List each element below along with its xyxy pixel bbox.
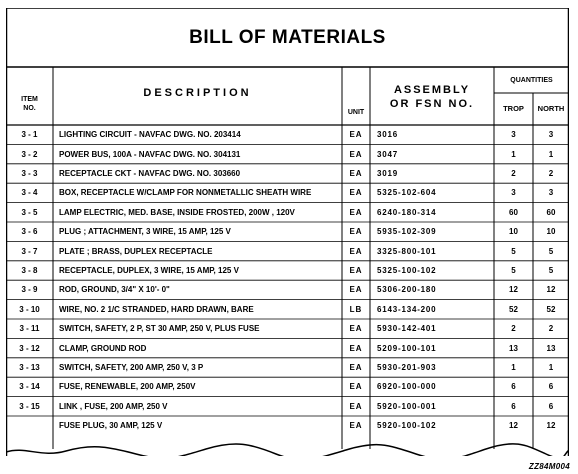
unit-cell: EA bbox=[349, 168, 363, 178]
fsn-cell: 5325-102-604 bbox=[377, 188, 437, 198]
north-qty-cell: 6 bbox=[548, 401, 554, 411]
north-qty-cell: 2 bbox=[548, 168, 554, 178]
trop-qty-cell: 12 bbox=[509, 421, 518, 431]
fsn-cell: 3019 bbox=[377, 168, 398, 178]
description-cell: ROD, GROUND, 3/4" X 10'- 0" bbox=[59, 285, 170, 295]
unit-cell: EA bbox=[349, 343, 363, 353]
description-cell: SWITCH, SAFETY, 200 AMP, 250 V, 3 P bbox=[59, 362, 204, 372]
description-cell: FUSE, RENEWABLE, 200 AMP, 250V bbox=[59, 382, 196, 392]
north-qty-cell: 13 bbox=[546, 343, 556, 353]
north-qty-cell: 1 bbox=[548, 149, 554, 159]
item-no-cell: 3 - 7 bbox=[21, 246, 38, 256]
fsn-cell: 5306-200-180 bbox=[377, 285, 437, 295]
item-no-cell: 3 - 1 bbox=[21, 130, 38, 140]
assembly-header-line2: OR FSN NO. bbox=[389, 98, 475, 110]
unit-header: UNIT bbox=[347, 108, 365, 116]
description-header: DESCRIPTION bbox=[143, 87, 252, 99]
trop-qty-cell: 5 bbox=[511, 246, 516, 256]
item-no-header bbox=[6, 90, 53, 118]
unit-cell: EA bbox=[349, 285, 363, 295]
description-cell: FUSE PLUG, 30 AMP, 125 V bbox=[59, 421, 163, 431]
fsn-cell: 6920-100-000 bbox=[377, 382, 437, 392]
trop-header: TROP bbox=[503, 103, 524, 113]
fsn-cell: 5920-100-102 bbox=[377, 421, 437, 431]
item-no-cell: 3 - 2 bbox=[21, 149, 38, 159]
unit-cell: EA bbox=[349, 265, 363, 275]
description-cell: PLUG ; ATTACHMENT, 3 WIRE, 15 AMP, 125 V bbox=[59, 227, 231, 237]
unit-cell: EA bbox=[349, 362, 363, 372]
north-qty-cell: 60 bbox=[546, 207, 556, 217]
unit-cell: EA bbox=[349, 207, 363, 217]
description-cell: LIGHTING CIRCUIT - NAVFAC DWG. NO. 203414 bbox=[59, 130, 241, 140]
trop-qty-cell: 1 bbox=[511, 362, 516, 372]
table-title: BILL OF MATERIALS bbox=[189, 26, 386, 48]
assembly-fsn-header bbox=[370, 80, 494, 114]
item-no-cell: 3 - 8 bbox=[21, 265, 38, 275]
item-no-cell: 3 - 12 bbox=[19, 343, 40, 353]
item-no-cell: 3 - 13 bbox=[19, 362, 40, 372]
item-no-cell: 3 - 10 bbox=[19, 304, 40, 314]
item-no-cell: 3 - 6 bbox=[21, 227, 38, 237]
assembly-header-line1: ASSEMBLY bbox=[393, 84, 471, 96]
fsn-cell: 5930-142-401 bbox=[377, 324, 437, 334]
fsn-cell: 3325-800-101 bbox=[377, 246, 437, 256]
item-no-cell: 3 - 11 bbox=[19, 324, 40, 334]
trop-qty-cell: 1 bbox=[511, 149, 516, 159]
description-cell: WIRE, NO. 2 1/C STRANDED, HARD DRAWN, BARE bbox=[59, 304, 254, 314]
description-cell: LINK , FUSE, 200 AMP, 250 V bbox=[59, 401, 168, 411]
item-no-cell: 3 - 4 bbox=[21, 188, 38, 198]
north-qty-cell: 6 bbox=[548, 382, 554, 392]
unit-cell: EA bbox=[349, 382, 363, 392]
unit-cell: EA bbox=[349, 227, 363, 237]
north-qty-cell: 52 bbox=[546, 304, 556, 314]
item-no-header-line1: ITEM bbox=[21, 96, 38, 103]
description-cell: CLAMP, GROUND ROD bbox=[59, 343, 147, 353]
fsn-cell: 3016 bbox=[377, 130, 398, 140]
north-qty-cell: 12 bbox=[546, 285, 556, 295]
trop-qty-cell: 6 bbox=[511, 382, 516, 392]
trop-qty-cell: 60 bbox=[509, 207, 518, 217]
unit-cell: EA bbox=[349, 421, 363, 431]
trop-qty-cell: 5 bbox=[511, 265, 516, 275]
north-qty-cell: 1 bbox=[548, 362, 554, 372]
item-no-cell: 3 - 9 bbox=[21, 285, 38, 295]
fsn-cell: 3047 bbox=[377, 149, 398, 159]
description-cell: PLATE ; BRASS, DUPLEX RECEPTACLE bbox=[59, 246, 213, 256]
unit-cell: EA bbox=[349, 188, 363, 198]
fsn-cell: 5209-100-101 bbox=[377, 343, 437, 353]
trop-qty-cell: 10 bbox=[509, 227, 518, 237]
trop-qty-cell: 52 bbox=[509, 304, 518, 314]
description-cell: SWITCH, SAFETY, 2 P, ST 30 AMP, 250 V, PLUS FUSE bbox=[59, 324, 260, 334]
unit-cell: EA bbox=[349, 401, 363, 411]
description-cell: POWER BUS, 100A - NAVFAC DWG. NO. 304131 bbox=[59, 149, 241, 159]
north-qty-cell: 5 bbox=[548, 265, 554, 275]
description-cell: BOX, RECEPTACLE W/CLAMP FOR NONMETALLIC SHEATH WIRE bbox=[59, 188, 312, 198]
bill-of-materials-table bbox=[6, 8, 569, 456]
figure-code: ZZ84M004 bbox=[528, 462, 570, 471]
item-no-cell: 3 - 3 bbox=[21, 168, 38, 178]
item-no-cell: 3 - 5 bbox=[21, 207, 38, 217]
description-cell: LAMP ELECTRIC, MED. BASE, INSIDE FROSTED, 200W , 120V bbox=[59, 207, 295, 217]
unit-cell: LB bbox=[349, 304, 363, 314]
north-qty-cell: 12 bbox=[546, 421, 556, 431]
north-qty-cell: 3 bbox=[548, 130, 554, 140]
unit-cell: EA bbox=[349, 149, 363, 159]
north-qty-cell: 10 bbox=[546, 227, 556, 237]
description-cell: RECEPTACLE CKT - NAVFAC DWG. NO. 303660 bbox=[59, 168, 241, 178]
fsn-cell: 5325-100-102 bbox=[377, 265, 437, 275]
unit-cell: EA bbox=[349, 324, 363, 334]
trop-qty-cell: 3 bbox=[511, 130, 516, 140]
item-no-header-line2: NO. bbox=[23, 105, 36, 112]
trop-qty-cell: 2 bbox=[511, 324, 516, 334]
description-cell: RECEPTACLE, DUPLEX, 3 WIRE, 15 AMP, 125 V bbox=[59, 265, 239, 275]
unit-cell: EA bbox=[349, 246, 363, 256]
trop-qty-cell: 3 bbox=[511, 188, 516, 198]
trop-qty-cell: 13 bbox=[509, 343, 518, 353]
north-qty-cell: 2 bbox=[548, 324, 554, 334]
north-header: NORTH bbox=[537, 103, 565, 113]
trop-qty-cell: 2 bbox=[511, 168, 516, 178]
fsn-cell: 5930-201-903 bbox=[377, 362, 437, 372]
item-no-cell: 3 - 14 bbox=[19, 382, 40, 392]
trop-qty-cell: 12 bbox=[509, 285, 518, 295]
north-qty-cell: 3 bbox=[548, 188, 554, 198]
fsn-cell: 6240-180-314 bbox=[377, 207, 437, 217]
item-no-cell bbox=[6, 416, 53, 435]
item-no-cell: 3 - 15 bbox=[19, 401, 40, 411]
trop-qty-cell: 6 bbox=[511, 401, 516, 411]
fsn-cell: 6143-134-200 bbox=[377, 304, 437, 314]
unit-cell: EA bbox=[349, 130, 363, 140]
fsn-cell: 5935-102-309 bbox=[377, 227, 437, 237]
quantities-header: QUANTITIES bbox=[510, 76, 553, 84]
fsn-cell: 5920-100-001 bbox=[377, 401, 437, 411]
north-qty-cell: 5 bbox=[548, 246, 554, 256]
